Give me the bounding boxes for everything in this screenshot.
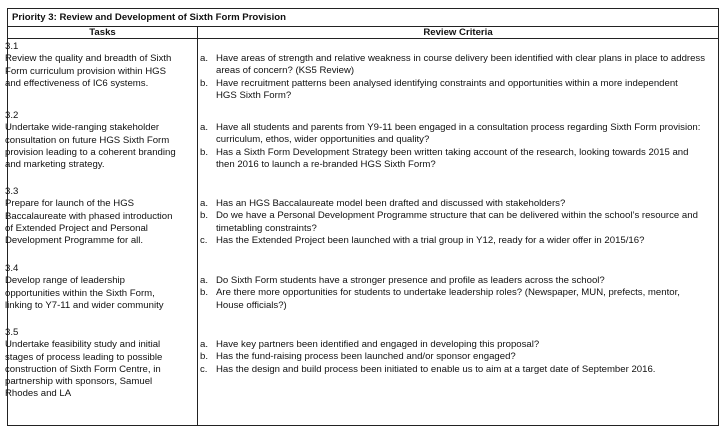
criterion-letter: c. [200, 234, 208, 246]
criterion-line: Have key partners been identified and engaged in developing this proposal? [216, 339, 540, 350]
task-line: stages of process leading to possible [5, 351, 163, 363]
task-line: consultation on future HGS Sixth Form [5, 134, 170, 146]
criterion-line: timetabling constraints? [216, 222, 317, 234]
task-line: Form curriculum provision within HGS [5, 65, 166, 77]
criterion-letter: a. [200, 198, 209, 209]
task-3-5 [5, 327, 193, 401]
criterion-line: areas of concern? (KS5 Review) [216, 65, 355, 77]
criterion-letter: a. [200, 339, 209, 350]
criteria-3-2 [200, 122, 712, 171]
criterion-line: House officials?) [216, 299, 287, 311]
criterion-line: Do we have a Personal Development Programme structure that can be delivered within the school’s resource and [216, 210, 698, 222]
task-line: Undertake feasibility study and initial [5, 339, 161, 351]
tasks-column-header: Tasks [8, 27, 198, 38]
criterion-letter: b. [200, 210, 209, 222]
criterion-line: then 2016 to launch a re-branded HGS Sixth Form? [216, 158, 436, 170]
review-criteria-column-header: Review Criteria [423, 27, 493, 38]
task-line: opportunities within the Sixth Form, [5, 287, 155, 299]
task-line: and effectiveness of IC6 systems. [5, 77, 149, 89]
criterion-item [200, 78, 712, 103]
criterion-letter: a. [200, 53, 209, 64]
criterion-item [200, 364, 712, 376]
criterion-item [200, 351, 712, 363]
task-line: provision leading to a coherent branding [5, 146, 176, 158]
criterion-item [200, 147, 712, 172]
task-line: and marketing strategy. [5, 159, 105, 171]
task-line: of Extended Project and Personal [5, 222, 148, 234]
criterion-item [200, 235, 712, 247]
criterion-item [200, 339, 712, 351]
criterion-letter: b. [200, 146, 209, 158]
task-line: linking to Y7-11 and wider community [5, 299, 164, 311]
criterion-item [200, 122, 712, 147]
criteria-3-5 [200, 339, 712, 376]
criterion-item [200, 210, 712, 235]
criterion-line: Has the design and build process been initiated to enable us to aim at a target date of September 2016. [216, 363, 656, 375]
task-line: Rhodes and LA [5, 388, 72, 400]
task-3-1 [5, 41, 193, 90]
criterion-item [200, 198, 712, 210]
criterion-line: Has an HGS Baccalaureate model been drafted and discussed with stakeholders? [216, 198, 566, 209]
task-3-3 [5, 186, 193, 247]
criteria-3-1 [200, 53, 712, 102]
task-line: Prepare for launch of the HGS [5, 198, 135, 210]
task-number: 3.5 [5, 327, 19, 338]
criterion-item [200, 275, 712, 287]
task-line: construction of Sixth Form Centre, in [5, 363, 161, 375]
task-line: Development Programme for all. [5, 235, 144, 247]
task-number: 3.4 [5, 263, 19, 274]
criterion-line: Has a Sixth Form Development Strategy been written taking account of the research, looking towards 2015 and [216, 146, 689, 158]
criterion-line: Are there more opportunities for students to undertake leadership roles? (Newspaper, MUN, prefects, mentor, [216, 287, 680, 299]
criterion-line: HGS Sixth Form? [216, 89, 292, 101]
criterion-line: Have all students and parents from Y9-11 been engaged in a consultation process regarding Sixth Form provision: [216, 122, 701, 133]
task-number: 3.2 [5, 110, 19, 121]
criterion-line: curriculum, ethos, wider opportunities and quality? [216, 134, 430, 146]
task-line: partnership with sponsors, Samuel [5, 376, 153, 388]
task-line: Undertake wide-ranging stakeholder [5, 122, 160, 134]
criterion-item [200, 287, 712, 312]
task-line: Baccalaureate with phased introduction [5, 210, 173, 222]
criteria-3-3 [200, 198, 712, 247]
criterion-letter: c. [200, 363, 208, 375]
criteria-3-4 [200, 275, 712, 312]
criterion-letter: b. [200, 351, 209, 363]
criterion-line: Has the Extended Project been launched with a trial group in Y12, ready for a wider offer in 2015/16? [216, 234, 645, 246]
task-number: 3.1 [5, 41, 19, 52]
task-3-4 [5, 263, 193, 312]
task-number: 3.3 [5, 186, 19, 197]
criterion-letter: a. [200, 275, 209, 286]
table-title: Priority 3: Review and Development of Sixth Form Provision [8, 9, 718, 27]
criterion-letter: a. [200, 122, 209, 133]
criterion-letter: b. [200, 287, 209, 299]
task-3-2 [5, 110, 193, 171]
criterion-line: Have recruitment patterns been analysed identifying constraints and opportunities within a more independent [216, 77, 678, 89]
criterion-line: Do Sixth Form students have a stronger presence and profile as leaders across the school? [216, 275, 605, 286]
task-line: Develop range of leadership [5, 275, 126, 287]
criterion-item [200, 53, 712, 78]
criterion-letter: b. [200, 77, 209, 89]
task-line: Review the quality and breadth of Sixth [5, 53, 172, 65]
criterion-line: Has the fund-raising process been launched and/or sponsor engaged? [216, 351, 516, 363]
criterion-line: Have areas of strength and relative weakness in course delivery been identified with clear plans in place to address [216, 53, 706, 64]
table-header-row [8, 27, 718, 39]
